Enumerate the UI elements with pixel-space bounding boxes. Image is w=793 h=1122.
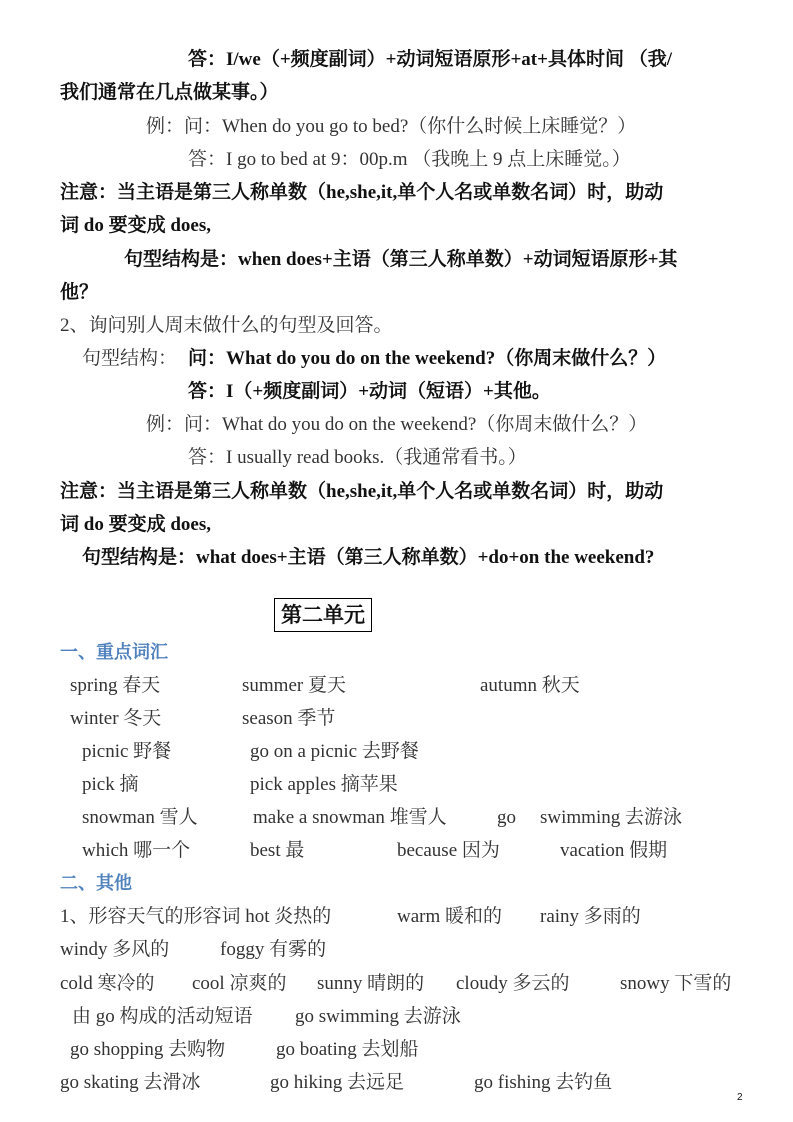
vocab-item: which 哪一个 (82, 840, 191, 861)
example-answer: 答：I go to bed at 9：00p.m （我晚上 9 点上床睡觉。） (188, 149, 631, 170)
structure-label: 句型结构： (82, 348, 178, 369)
vocab-item: go (497, 807, 516, 828)
section-heading-vocab: 一、重点词汇 (60, 642, 168, 663)
other-item: go hiking 去远足 (270, 1072, 405, 1093)
other-row (0, 903, 793, 931)
vocab-item: spring 春天 (70, 675, 161, 696)
section-heading-other: 二、其他 (60, 873, 132, 894)
vocab-item: summer 夏天 (242, 675, 346, 696)
vocab-row (0, 705, 793, 733)
vocab-row (0, 771, 793, 799)
vocab-item: autumn 秋天 (480, 675, 580, 696)
answer-structure-2: 答：I（+频度副词）+动词（短语）+其他。 (188, 381, 551, 402)
other-item: snowy 下雪的 (620, 973, 732, 994)
other-row (0, 1003, 793, 1031)
other-item: go fishing 去钓鱼 (474, 1072, 613, 1093)
other-row (0, 1069, 793, 1097)
example-question: 例：问：When do you go to bed?（你什么时候上床睡觉？） (146, 116, 637, 137)
item-2-heading: 2、询问别人周末做什么的句型及回答。 (60, 315, 393, 336)
other-item: warm 暖和的 (397, 906, 503, 927)
other-item: go shopping 去购物 (70, 1039, 226, 1060)
example-answer-2: 答：I usually read books.（我通常看书。） (188, 447, 527, 468)
other-row (0, 1036, 793, 1064)
other-item: cold 寒冷的 (60, 973, 155, 994)
vocab-row (0, 837, 793, 865)
note-2: 注意：当主语是第三人称单数（he,she,it,单个人名或单数名词）时，助动 (60, 481, 664, 502)
structure-2: 句型结构是：what does+主语（第三人称单数）+do+on the weekend? (82, 547, 655, 568)
other-item: cool 凉爽的 (192, 973, 287, 994)
structure-cont: 他？ (60, 282, 99, 303)
vocab-item: pick 摘 (82, 774, 139, 795)
note-cont: 词 do 要变成 does, (60, 215, 211, 236)
note-2-cont: 词 do 要变成 does, (60, 514, 211, 535)
vocab-row (0, 672, 793, 700)
other-item: go skating 去滑冰 (60, 1072, 201, 1093)
other-item: windy 多风的 (60, 939, 170, 960)
other-row (0, 970, 793, 998)
vocab-item: swimming 去游泳 (540, 807, 682, 828)
vocab-row (0, 738, 793, 766)
note: 注意：当主语是第三人称单数（he,she,it,单个人名或单数名词）时，助动 (60, 182, 664, 203)
vocab-item: because 因为 (397, 840, 500, 861)
answer-structure-cont: 我们通常在几点做某事。） (60, 82, 279, 103)
vocab-item: pick apples 摘苹果 (250, 774, 398, 795)
vocab-row (0, 804, 793, 832)
other-item: 由 go 构成的活动短语 (72, 1006, 253, 1027)
question-structure: 问：What do you do on the weekend?（你周末做什么？） (188, 348, 667, 369)
vocab-item: make a snowman 堆雪人 (253, 807, 447, 828)
other-item: cloudy 多云的 (456, 973, 570, 994)
other-item: 1、形容天气的形容词 hot 炎热的 (60, 906, 332, 927)
other-row (0, 936, 793, 964)
vocab-item: season 季节 (242, 708, 336, 729)
answer-structure: 答：I/we（+频度副词）+动词短语原形+at+具体时间 （我/ (188, 49, 672, 70)
other-item: rainy 多雨的 (540, 906, 641, 927)
other-item: foggy 有雾的 (220, 939, 327, 960)
vocab-item: snowman 雪人 (82, 807, 198, 828)
example-question-2: 例：问：What do you do on the weekend?（你周末做什么？） (146, 414, 648, 435)
page-number: 2 (737, 1092, 743, 1103)
vocab-item: picnic 野餐 (82, 741, 172, 762)
vocab-item: vacation 假期 (560, 840, 668, 861)
vocab-item: best 最 (250, 840, 305, 861)
vocab-item: winter 冬天 (70, 708, 162, 729)
other-item: sunny 晴朗的 (317, 973, 425, 994)
unit-title: 第二单元 (274, 598, 372, 632)
structure: 句型结构是：when does+主语（第三人称单数）+动词短语原形+其 (124, 249, 678, 270)
vocab-item: go on a picnic 去野餐 (250, 741, 419, 762)
other-item: go swimming 去游泳 (295, 1006, 461, 1027)
other-item: go boating 去划船 (276, 1039, 419, 1060)
